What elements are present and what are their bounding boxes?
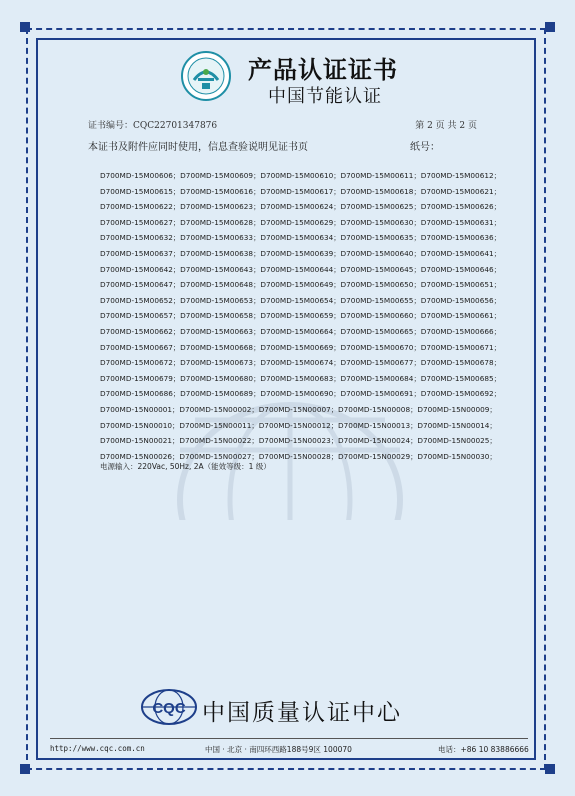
paper-number-label: 纸号：	[410, 142, 440, 153]
certification-seal-icon	[180, 50, 232, 102]
model-row: D700MD-15N00001；D700MD-15N00002；D700MD-15N00007；D700MD-15N00008；D700MD-15N00009；	[100, 404, 497, 414]
corner-ornament	[20, 764, 30, 774]
power-input-spec: 电源输入：220Vac, 50Hz, 2A（能效等级：1 级）	[100, 462, 271, 471]
usage-notice: 本证书及附件应同时使用，信息查验说明见证书页	[88, 142, 308, 153]
model-row: D700MD-15M00662；D700MD-15M00663；D700MD-15M00664；D700MD-15M00665；D700MD-15M00666；	[100, 326, 501, 336]
model-row: D700MD-15M00647；D700MD-15M00648；D700MD-15M00649；D700MD-15M00650；D700MD-15M00651；	[100, 280, 501, 290]
model-list	[100, 168, 501, 464]
model-row: D700MD-15M00627；D700MD-15M00628；D700MD-15M00629；D700MD-15M00630；D700MD-15M00631；	[100, 217, 501, 227]
model-row: D700MD-15M00667；D700MD-15M00668；D700MD-15M00669；D700MD-15M00670；D700MD-15M00671；	[100, 342, 501, 352]
model-row: D700MD-15M00652；D700MD-15M00653；D700MD-15M00654；D700MD-15M00655；D700MD-15M00656；	[100, 295, 501, 305]
model-row: D700MD-15M00672；D700MD-15M00673；D700MD-15M00674；D700MD-15M00677；D700MD-15M00678；	[100, 358, 501, 368]
model-row: D700MD-15M00686；D700MD-15M00689；D700MD-15M00690；D700MD-15M00691；D700MD-15M00692；	[100, 389, 501, 399]
corner-ornament	[545, 764, 555, 774]
certificate-number: 证书编号：CQC22701347876	[88, 121, 218, 131]
corner-ornament	[20, 22, 30, 32]
model-row: D700MD-15N00021；D700MD-15N00022；D700MD-15N00023；D700MD-15N00024；D700MD-15N00025；	[100, 436, 497, 446]
model-row: D700MD-15M00679；D700MD-15M00680；D700MD-15M00683；D700MD-15M00684；D700MD-15M00685；	[100, 373, 501, 383]
model-row: D700MD-15N00026；D700MD-15N00027；D700MD-15N00028；D700MD-15N00029；D700MD-15N00030；	[100, 451, 497, 461]
footer-phone: 电话：+86 10 83886666	[438, 745, 529, 754]
model-row: D700MD-15M00622；D700MD-15M00623；D700MD-15M00624；D700MD-15M00625；D700MD-15M00626；	[100, 202, 501, 212]
model-row: D700MD-15M00657；D700MD-15M00658；D700MD-15M00659；D700MD-15M00660；D700MD-15M00661；	[100, 311, 501, 321]
footer-address: 中国 · 北京 · 南四环西路188号9区 100070	[205, 745, 352, 754]
model-row: D700MD-15M00642；D700MD-15M00643；D700MD-15M00644；D700MD-15M00645；D700MD-15M00646；	[100, 264, 501, 274]
page-indicator: 第 2 页 共 2 页	[415, 121, 477, 131]
model-row: D700MD-15N00010；D700MD-15N00011；D700MD-15N00012；D700MD-15N00013；D700MD-15N00014；	[100, 420, 497, 430]
cqc-logo-text: CQC	[152, 700, 186, 717]
certificate-title: 产品认证证书	[248, 56, 398, 84]
model-row: D700MD-15M00606；D700MD-15M00609；D700MD-15M00610；D700MD-15M00611；D700MD-15M00612；	[100, 171, 501, 180]
footer-divider	[50, 738, 528, 739]
organization-name: 中国质量认证中心	[202, 700, 402, 726]
corner-ornament	[545, 22, 555, 32]
model-row: D700MD-15M00632；D700MD-15M00633；D700MD-15M00634；D700MD-15M00635；D700MD-15M00636；	[100, 233, 501, 243]
cqc-logo-icon	[140, 688, 198, 726]
footer-url[interactable]: http://www.cqc.com.cn	[50, 744, 145, 753]
model-row: D700MD-15M00615；D700MD-15M00616；D700MD-15M00617；D700MD-15M00618；D700MD-15M00621；	[100, 186, 501, 196]
model-row: D700MD-15M00637；D700MD-15M00638；D700MD-15M00639；D700MD-15M00640；D700MD-15M00641；	[100, 248, 501, 258]
certificate-subtitle: 中国节能认证	[268, 86, 382, 107]
